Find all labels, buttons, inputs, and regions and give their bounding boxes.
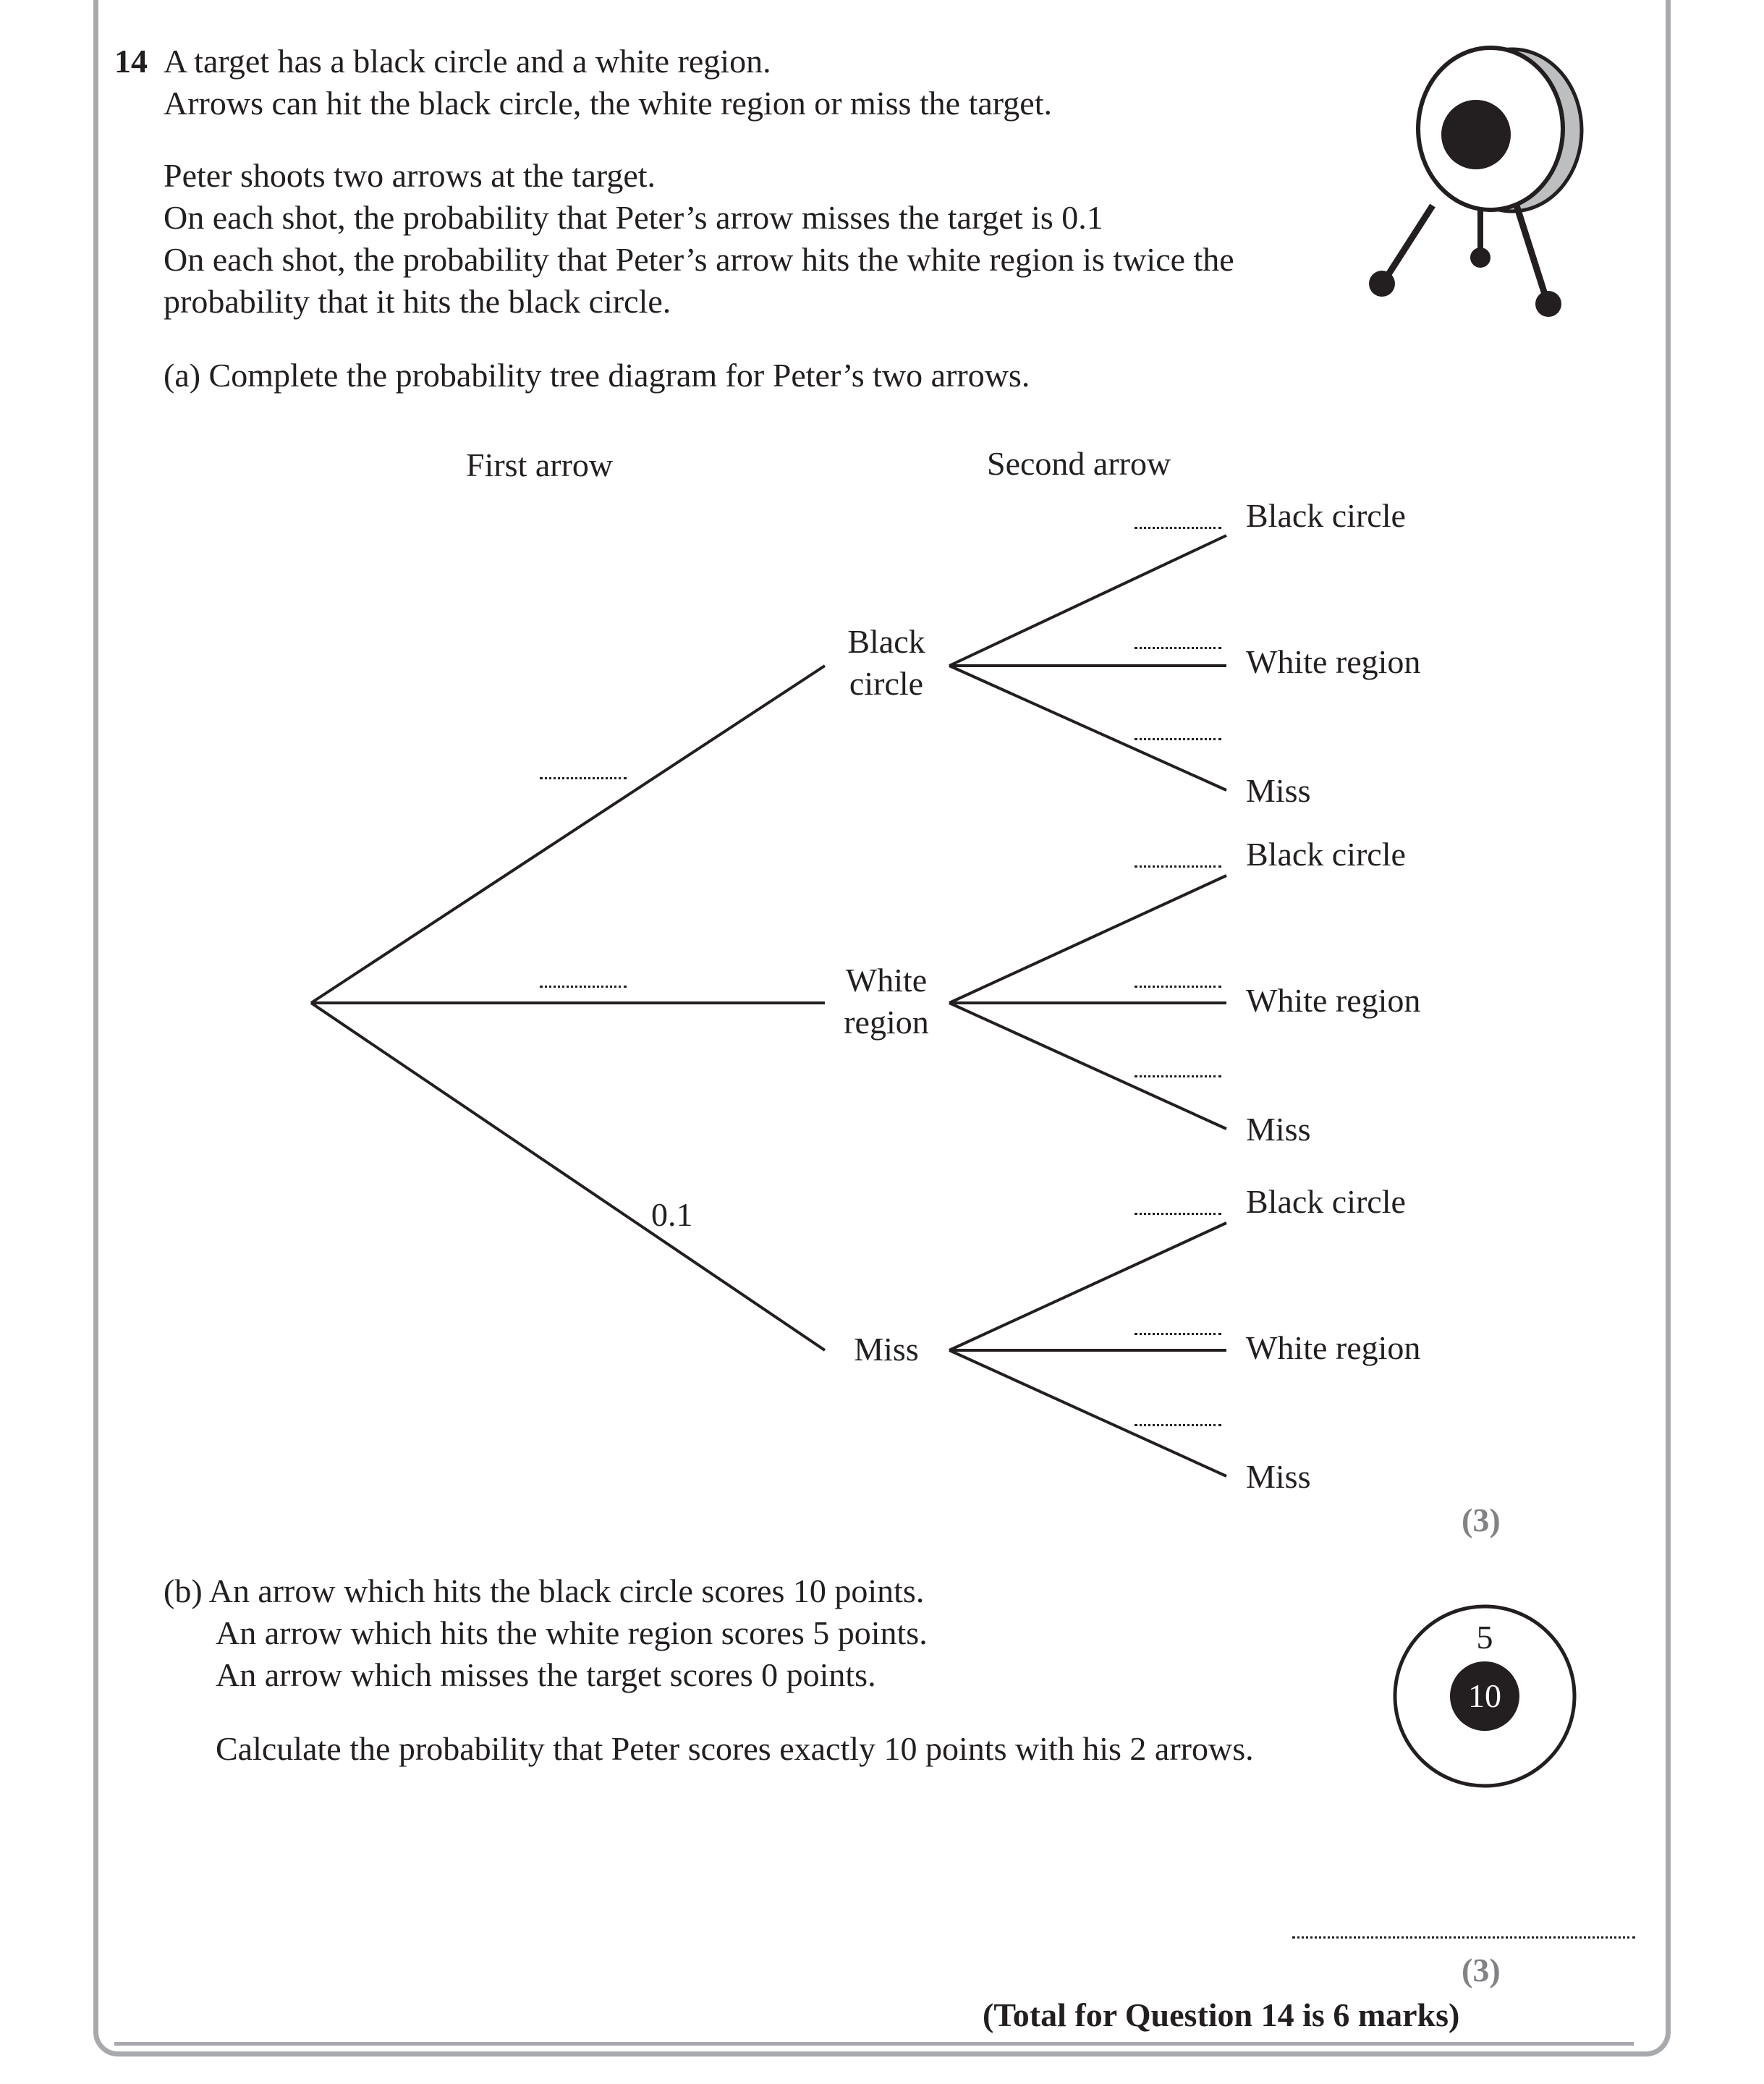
intro-line-2: Arrows can hit the black circle, the white region or miss the target. <box>164 85 1052 122</box>
score-inner-label: 10 <box>1468 1677 1501 1714</box>
part-a-instruction: (a) Complete the probability tree diagram for Peter’s two arrows. <box>164 357 1030 394</box>
total-marks: (Total for Question 14 is 6 marks) <box>983 1996 1460 2033</box>
intro-line-1: A target has a black circle and a white region. <box>164 43 771 80</box>
node-label-white-region: White region <box>844 962 929 1041</box>
question-number: 14 <box>114 43 148 80</box>
first-arrow-heading: First arrow <box>466 446 614 483</box>
outcome-black-miss: Miss <box>1246 772 1311 809</box>
second-arrow-heading: Second arrow <box>987 445 1171 482</box>
node-label-miss: Miss <box>854 1331 919 1368</box>
info-line-4: probability that it hits the black circle. <box>164 283 671 320</box>
part-b-question: Calculate the probability that Peter scores exactly 10 points with his 2 arrows. <box>216 1730 1254 1767</box>
outcome-white-black: Black circle <box>1246 836 1406 873</box>
info-line-1: Peter shoots two arrows at the target. <box>164 157 656 194</box>
part-b-line-2: An arrow which hits the white region scores 5 points. <box>216 1614 928 1651</box>
info-line-3: On each shot, the probability that Peter’s arrow hits the white region is twice the <box>164 241 1234 278</box>
outcome-miss-miss: Miss <box>1246 1458 1311 1495</box>
info-line-2: On each shot, the probability that Peter’s arrow misses the target is 0.1 <box>164 199 1103 236</box>
outcome-black-black: Black circle <box>1246 497 1406 534</box>
outcome-black-white: White region <box>1246 643 1421 680</box>
part-b-line-1: (b) An arrow which hits the black circle scores 10 points. <box>164 1572 925 1609</box>
outcome-miss-black: Black circle <box>1246 1183 1406 1220</box>
part-b-marks: (3) <box>1462 1952 1501 1988</box>
answer-line-part-b[interactable] <box>1292 1936 1635 1939</box>
part-b-line-3: An arrow which misses the target scores 0 points. <box>216 1656 876 1693</box>
node-label-black-circle: Black circle <box>847 623 925 702</box>
outcome-miss-white: White region <box>1246 1329 1421 1366</box>
score-outer-label: 5 <box>1476 1619 1493 1656</box>
probability-first-miss: 0.1 <box>651 1196 693 1233</box>
outcome-white-miss: Miss <box>1246 1111 1311 1148</box>
part-a-marks: (3) <box>1462 1501 1501 1538</box>
outcome-white-white: White region <box>1246 982 1421 1019</box>
